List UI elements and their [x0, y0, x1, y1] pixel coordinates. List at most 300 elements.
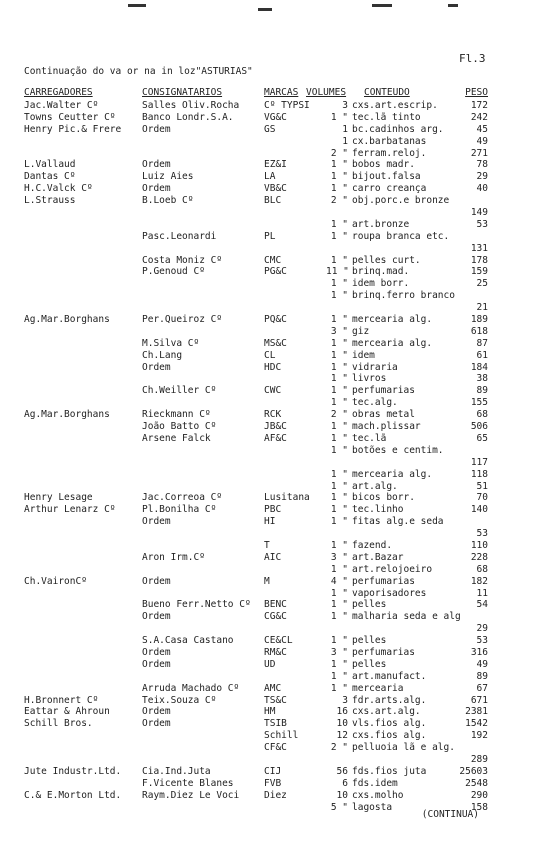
- col-volumes: 1 ": [330, 218, 348, 230]
- col-marca: AF&C: [264, 432, 287, 444]
- col-conteudo: art.relojoeiro: [352, 563, 433, 575]
- table-row: [0, 183, 537, 195]
- col-conteudo: tec.alg.: [352, 397, 398, 409]
- col-volumes: 1: [342, 123, 348, 135]
- col-marca: PG&C: [264, 266, 287, 278]
- col-volumes: 1 ": [330, 183, 348, 195]
- col-peso: 89: [476, 670, 488, 682]
- col-volumes: 1 ": [330, 658, 348, 670]
- col-conteudo: botões e centim.: [352, 444, 444, 456]
- col-embarcador: Arthur Lenarz Cº: [24, 504, 116, 516]
- header-marcas: MARCAS: [264, 87, 299, 98]
- col-conteudo: idem borr.: [352, 278, 410, 290]
- col-peso: 54: [476, 599, 488, 611]
- col-peso: 53: [476, 528, 488, 540]
- table-row: [0, 112, 537, 124]
- col-conteudo: mercearia: [352, 682, 404, 694]
- table-row: [0, 350, 537, 362]
- col-embarcador: L.Strauss: [24, 195, 76, 207]
- col-marca: Cº TYPSI: [264, 100, 310, 111]
- col-marca: CG&C: [264, 611, 287, 623]
- col-peso: 29: [476, 171, 488, 183]
- col-marca: HDC: [264, 361, 282, 373]
- col-marca: BENC: [264, 599, 287, 611]
- table-row: [0, 469, 537, 481]
- table-row: [0, 397, 537, 409]
- col-volumes: 1 ": [330, 349, 348, 361]
- col-conteudo: fitas alg.e seda: [352, 516, 444, 528]
- col-marca: CL: [264, 349, 276, 361]
- col-peso: 45: [476, 123, 488, 135]
- table-row: [0, 599, 537, 611]
- col-volumes: 3 ": [330, 325, 348, 337]
- table-row: [0, 730, 537, 742]
- col-peso: 178: [470, 254, 488, 266]
- col-consignatario: João Batto Cº: [142, 421, 217, 433]
- col-peso: 38: [476, 373, 488, 385]
- col-consignatario: Teix.Souza Cº: [142, 694, 217, 706]
- col-conteudo: cxs.art.alg.: [352, 706, 421, 718]
- col-peso: 316: [470, 646, 488, 658]
- col-peso: 189: [470, 314, 488, 326]
- col-conteudo: pelles: [352, 658, 387, 670]
- manifest-table: [0, 100, 537, 813]
- table-row: [0, 373, 537, 385]
- table-row: [0, 136, 537, 148]
- table-row: [0, 790, 537, 802]
- col-embarcador: Henry Pic.& Frere: [24, 123, 122, 135]
- col-marca: CF&C: [264, 742, 287, 754]
- col-peso: 68: [476, 409, 488, 421]
- col-conteudo: giz: [352, 325, 370, 337]
- col-conteudo: fazend.: [352, 539, 393, 551]
- col-volumes: 2 ": [330, 147, 348, 159]
- col-peso: 290: [470, 789, 488, 801]
- col-consignatario: Ch.Weiller Cº: [142, 385, 217, 397]
- col-volumes: 1 ": [330, 385, 348, 397]
- col-conteudo: tec.lã: [352, 432, 387, 444]
- col-embarcador: Ag.Mar.Borghans: [24, 314, 110, 326]
- col-volumes: 1 ": [330, 278, 348, 290]
- col-consignatario: Aron Irm.Cº: [142, 551, 205, 563]
- col-conteudo: vidraria: [352, 361, 398, 373]
- col-marca: PBC: [264, 504, 282, 516]
- col-conteudo: fdr.arts.alg.: [352, 694, 427, 706]
- col-marca: JB&C: [264, 421, 287, 433]
- col-volumes: 3: [342, 694, 348, 706]
- table-row: [0, 683, 537, 695]
- col-peso: 228: [470, 551, 488, 563]
- table-row: [0, 457, 537, 469]
- table-row: [0, 706, 537, 718]
- col-volumes: 1 ": [330, 373, 348, 385]
- col-peso: 192: [470, 730, 488, 742]
- col-embarcador: Ch.VaironCº: [24, 575, 87, 587]
- col-peso: 25603: [459, 765, 488, 777]
- col-peso: 11: [476, 587, 488, 599]
- col-peso: 110: [470, 539, 488, 551]
- table-row: [0, 278, 537, 290]
- col-conteudo: tec.linho: [352, 504, 404, 516]
- header-volumes: VOLUMES: [306, 87, 347, 98]
- table-row: [0, 207, 537, 219]
- col-conteudo: pelles: [352, 635, 387, 647]
- col-embarcador: Dantas Cº: [24, 171, 76, 183]
- col-consignatario: M.Silva Cº: [142, 337, 200, 349]
- col-marca: AMC: [264, 682, 282, 694]
- table-row: [0, 100, 537, 112]
- table-row: [0, 255, 537, 267]
- col-marca: GS: [264, 123, 276, 135]
- table-row: [0, 611, 537, 623]
- col-peso: 140: [470, 504, 488, 516]
- col-consignatario: Pl.Bonilha Cº: [142, 504, 217, 516]
- col-marca: VG&C: [264, 111, 287, 123]
- col-volumes: 1 ": [330, 337, 348, 349]
- col-marca: VB&C: [264, 183, 287, 195]
- col-marca: M: [264, 575, 270, 587]
- table-row: [0, 528, 537, 540]
- col-conteudo: art.Bazar: [352, 551, 404, 563]
- col-volumes: 1 ": [330, 587, 348, 599]
- col-peso: 70: [476, 492, 488, 504]
- table-row: [0, 754, 537, 766]
- col-peso: 506: [470, 421, 488, 433]
- col-peso: 61: [476, 349, 488, 361]
- col-marca: Schill: [264, 730, 299, 742]
- col-consignatario: Ordem: [142, 706, 171, 718]
- col-peso: 289: [470, 753, 488, 765]
- col-peso: 89: [476, 385, 488, 397]
- col-peso: 40: [476, 183, 488, 195]
- table-header: [0, 87, 537, 99]
- col-conteudo: mercearia alg.: [352, 337, 433, 349]
- col-marca: MS&C: [264, 337, 287, 349]
- col-peso: 159: [470, 266, 488, 278]
- table-row: [0, 695, 537, 707]
- col-peso: 49: [476, 658, 488, 670]
- table-row: [0, 409, 537, 421]
- col-peso: 67: [476, 682, 488, 694]
- col-consignatario: Luiz Aies: [142, 171, 194, 183]
- col-conteudo: obj.porc.e bronze: [352, 195, 450, 207]
- col-marca: UD: [264, 658, 276, 670]
- col-embarcador: Jac.Walter Cº: [24, 100, 99, 111]
- col-volumes: 1 ": [330, 361, 348, 373]
- col-peso: 182: [470, 575, 488, 587]
- table-row: [0, 492, 537, 504]
- col-peso: 242: [470, 111, 488, 123]
- table-row: [0, 623, 537, 635]
- table-row: [0, 385, 537, 397]
- table-row: [0, 445, 537, 457]
- col-marca: HM: [264, 706, 276, 718]
- col-consignatario: Ordem: [142, 123, 171, 135]
- col-conteudo: idem: [352, 349, 375, 361]
- col-consignatario: F.Vicente Blanes: [142, 777, 234, 789]
- page-number: Fl.3: [459, 52, 486, 65]
- table-row: [0, 231, 537, 243]
- col-conteudo: livros: [352, 373, 387, 385]
- col-volumes: 1 ": [330, 397, 348, 409]
- col-conteudo: cxs.fios alg.: [352, 730, 427, 742]
- document-title: Continuação do va or na in loz"ASTURIAS": [24, 66, 253, 77]
- col-conteudo: tec.lã tinto: [352, 111, 421, 123]
- col-consignatario: Cia.Ind.Juta: [142, 765, 211, 777]
- col-consignatario: Ordem: [142, 658, 171, 670]
- col-marca: CE&CL: [264, 635, 293, 647]
- col-volumes: 16: [336, 706, 348, 718]
- col-consignatario: Bueno Ferr.Netto Cº: [142, 599, 251, 611]
- col-volumes: 1 ": [330, 468, 348, 480]
- col-conteudo: vaporisadores: [352, 587, 427, 599]
- col-conteudo: ferram.reloj.: [352, 147, 427, 159]
- col-marca: HI: [264, 516, 276, 528]
- col-consignatario: Pasc.Leonardi: [142, 230, 217, 242]
- col-conteudo: perfumarias: [352, 385, 415, 397]
- table-row: [0, 290, 537, 302]
- col-peso: 49: [476, 135, 488, 147]
- col-consignatario: Arruda Machado Cº: [142, 682, 240, 694]
- table-row: [0, 171, 537, 183]
- col-volumes: 1 ": [330, 432, 348, 444]
- col-consignatario: Ordem: [142, 575, 171, 587]
- col-volumes: 1 ": [330, 611, 348, 623]
- table-row: [0, 576, 537, 588]
- col-conteudo: bobos madr.: [352, 159, 415, 171]
- col-volumes: 1 ": [330, 230, 348, 242]
- col-consignatario: B.Loeb Cº: [142, 195, 194, 207]
- col-peso: 149: [470, 207, 488, 219]
- continua-label: (CONTINUA): [421, 809, 479, 820]
- table-row: [0, 148, 537, 160]
- col-volumes: 10: [336, 718, 348, 730]
- col-marca: CWC: [264, 385, 282, 397]
- col-conteudo: carro creança: [352, 183, 427, 195]
- col-peso: 1542: [465, 718, 488, 730]
- col-conteudo: vls.fios alg.: [352, 718, 427, 730]
- col-conteudo: mercearia alg.: [352, 314, 433, 326]
- scan-speck: [372, 4, 392, 7]
- col-conteudo: brinq.ferro branco: [352, 290, 455, 302]
- col-volumes: 2 ": [330, 195, 348, 207]
- table-row: [0, 362, 537, 374]
- col-conteudo: bc.cadinhos arg.: [352, 123, 444, 135]
- col-embarcador: Ag.Mar.Borghans: [24, 409, 110, 421]
- table-row: [0, 302, 537, 314]
- col-conteudo: perfumarias: [352, 575, 415, 587]
- col-peso: 87: [476, 337, 488, 349]
- col-conteudo: cxs.art.escrip.: [352, 100, 438, 111]
- col-volumes: 1 ": [330, 599, 348, 611]
- col-volumes: 1 ": [330, 492, 348, 504]
- table-row: [0, 326, 537, 338]
- col-conteudo: fds.idem: [352, 777, 398, 789]
- col-volumes: 1 ": [330, 254, 348, 266]
- col-peso: 158: [470, 801, 488, 813]
- table-row: [0, 195, 537, 207]
- scan-speck: [258, 8, 272, 11]
- table-row: [0, 671, 537, 683]
- col-volumes: 2 ": [330, 742, 348, 754]
- col-peso: 68: [476, 563, 488, 575]
- col-conteudo: art.manufact.: [352, 670, 427, 682]
- table-row: [0, 124, 537, 136]
- col-peso: 25: [476, 278, 488, 290]
- col-marca: AIC: [264, 551, 282, 563]
- col-conteudo: roupa branca etc.: [352, 230, 450, 242]
- col-conteudo: pelles curt.: [352, 254, 421, 266]
- col-conteudo: art.bronze: [352, 218, 410, 230]
- col-consignatario: S.A.Casa Castano: [142, 635, 234, 647]
- col-volumes: 1 ": [330, 563, 348, 575]
- col-volumes: 1 ": [330, 314, 348, 326]
- table-row: [0, 588, 537, 600]
- table-row: [0, 314, 537, 326]
- col-peso: 118: [470, 468, 488, 480]
- col-volumes: 2 ": [330, 409, 348, 421]
- table-row: [0, 159, 537, 171]
- table-row: [0, 219, 537, 231]
- col-marca: TS&C: [264, 694, 287, 706]
- table-row: [0, 266, 537, 278]
- scan-speck: [128, 4, 146, 7]
- col-peso: 184: [470, 361, 488, 373]
- col-consignatario: Rieckmann Cº: [142, 409, 211, 421]
- col-conteudo: pelluoia lã e alg.: [352, 742, 455, 754]
- table-row: [0, 243, 537, 255]
- col-peso: 51: [476, 480, 488, 492]
- col-peso: 2548: [465, 777, 488, 789]
- table-row: [0, 540, 537, 552]
- col-consignatario: Salles Oliv.Rocha: [142, 100, 240, 111]
- col-peso: 172: [470, 100, 488, 111]
- col-consignatario: P.Genoud Cº: [142, 266, 205, 278]
- col-marca: RCK: [264, 409, 282, 421]
- col-volumes: 3: [342, 100, 348, 111]
- table-row: [0, 564, 537, 576]
- col-volumes: 1: [342, 135, 348, 147]
- col-conteudo: cx.barbatanas: [352, 135, 427, 147]
- col-volumes: 1 ": [330, 682, 348, 694]
- col-marca: PL: [264, 230, 276, 242]
- col-embarcador: Towns Ceutter Cº: [24, 111, 116, 123]
- col-consignatario: Jac.Correoa Cº: [142, 492, 223, 504]
- col-embarcador: H.C.Valck Cº: [24, 183, 93, 195]
- col-consignatario: Costa Moniz Cº: [142, 254, 223, 266]
- col-marca: BLC: [264, 195, 282, 207]
- table-row: [0, 516, 537, 528]
- col-volumes: 11 ": [326, 266, 349, 278]
- table-row: [0, 742, 537, 754]
- col-peso: 671: [470, 694, 488, 706]
- col-consignatario: Ch.Lang: [142, 349, 183, 361]
- col-peso: 29: [476, 623, 488, 635]
- col-conteudo: bijout.falsa: [352, 171, 421, 183]
- col-marca: PQ&C: [264, 314, 287, 326]
- col-volumes: 5 ": [330, 801, 348, 813]
- col-marca: CMC: [264, 254, 282, 266]
- col-volumes: 3 ": [330, 551, 348, 563]
- col-consignatario: Ordem: [142, 611, 171, 623]
- col-volumes: 3 ": [330, 646, 348, 658]
- col-marca: Lusitana: [264, 492, 310, 504]
- col-peso: 65: [476, 432, 488, 444]
- col-embarcador: C.& E.Morton Ltd.: [24, 789, 122, 801]
- col-conteudo: brinq.mad.: [352, 266, 410, 278]
- col-conteudo: perfumarias: [352, 646, 415, 658]
- col-volumes: 1 ": [330, 171, 348, 183]
- col-marca: Diez: [264, 789, 287, 801]
- col-conteudo: mach.plissar: [352, 421, 421, 433]
- table-row: [0, 338, 537, 350]
- table-row: [0, 778, 537, 790]
- col-consignatario: Ordem: [142, 516, 171, 528]
- col-peso: 618: [470, 325, 488, 337]
- col-volumes: 1 ": [330, 670, 348, 682]
- col-conteudo: bicos borr.: [352, 492, 415, 504]
- col-marca: EZ&I: [264, 159, 287, 171]
- col-volumes: 1 ": [330, 111, 348, 123]
- col-consignatario: Ordem: [142, 646, 171, 658]
- col-consignatario: Ordem: [142, 361, 171, 373]
- col-marca: RM&C: [264, 646, 287, 658]
- col-volumes: 1 ": [330, 539, 348, 551]
- col-marca: TSIB: [264, 718, 287, 730]
- col-marca: T: [264, 539, 270, 551]
- col-marca: CIJ: [264, 765, 282, 777]
- col-volumes: 1 ": [330, 290, 348, 302]
- col-volumes: 6: [342, 777, 348, 789]
- col-peso: 271: [470, 147, 488, 159]
- table-row: [0, 421, 537, 433]
- col-volumes: 1 ": [330, 444, 348, 456]
- table-row: [0, 481, 537, 493]
- col-conteudo: mercearia alg.: [352, 468, 433, 480]
- col-marca: FVB: [264, 777, 282, 789]
- col-volumes: 12: [336, 730, 348, 742]
- col-peso: 53: [476, 635, 488, 647]
- col-peso: 2381: [465, 706, 488, 718]
- col-volumes: 1 ": [330, 504, 348, 516]
- table-row: [0, 552, 537, 564]
- col-conteudo: obras metal: [352, 409, 415, 421]
- col-consignatario: Arsene Falck: [142, 432, 211, 444]
- col-embarcador: L.Vallaud: [24, 159, 76, 171]
- col-peso: 155: [470, 397, 488, 409]
- table-row: [0, 647, 537, 659]
- col-conteudo: fds.fios juta: [352, 765, 427, 777]
- header-consignatarios: CONSIGNATARIOS: [142, 87, 223, 98]
- col-marca: LA: [264, 171, 276, 183]
- col-volumes: 4 ": [330, 575, 348, 587]
- col-conteudo: pelles: [352, 599, 387, 611]
- table-row: [0, 433, 537, 445]
- col-embarcador: Schill Bros.: [24, 718, 93, 730]
- col-volumes: 1 ": [330, 159, 348, 171]
- col-volumes: 56: [336, 765, 348, 777]
- col-consignatario: Ordem: [142, 159, 171, 171]
- col-embarcador: Eattar & Ahroun: [24, 706, 110, 718]
- col-embarcador: Jute Industr.Ltd.: [24, 765, 122, 777]
- col-peso: 131: [470, 242, 488, 254]
- col-volumes: 1 ": [330, 480, 348, 492]
- header-conteudo: CONTEUDO: [364, 87, 410, 98]
- table-row: [0, 504, 537, 516]
- col-conteudo: cxs.molho: [352, 789, 404, 801]
- table-row: [0, 766, 537, 778]
- col-conteudo: lagosta: [352, 801, 393, 813]
